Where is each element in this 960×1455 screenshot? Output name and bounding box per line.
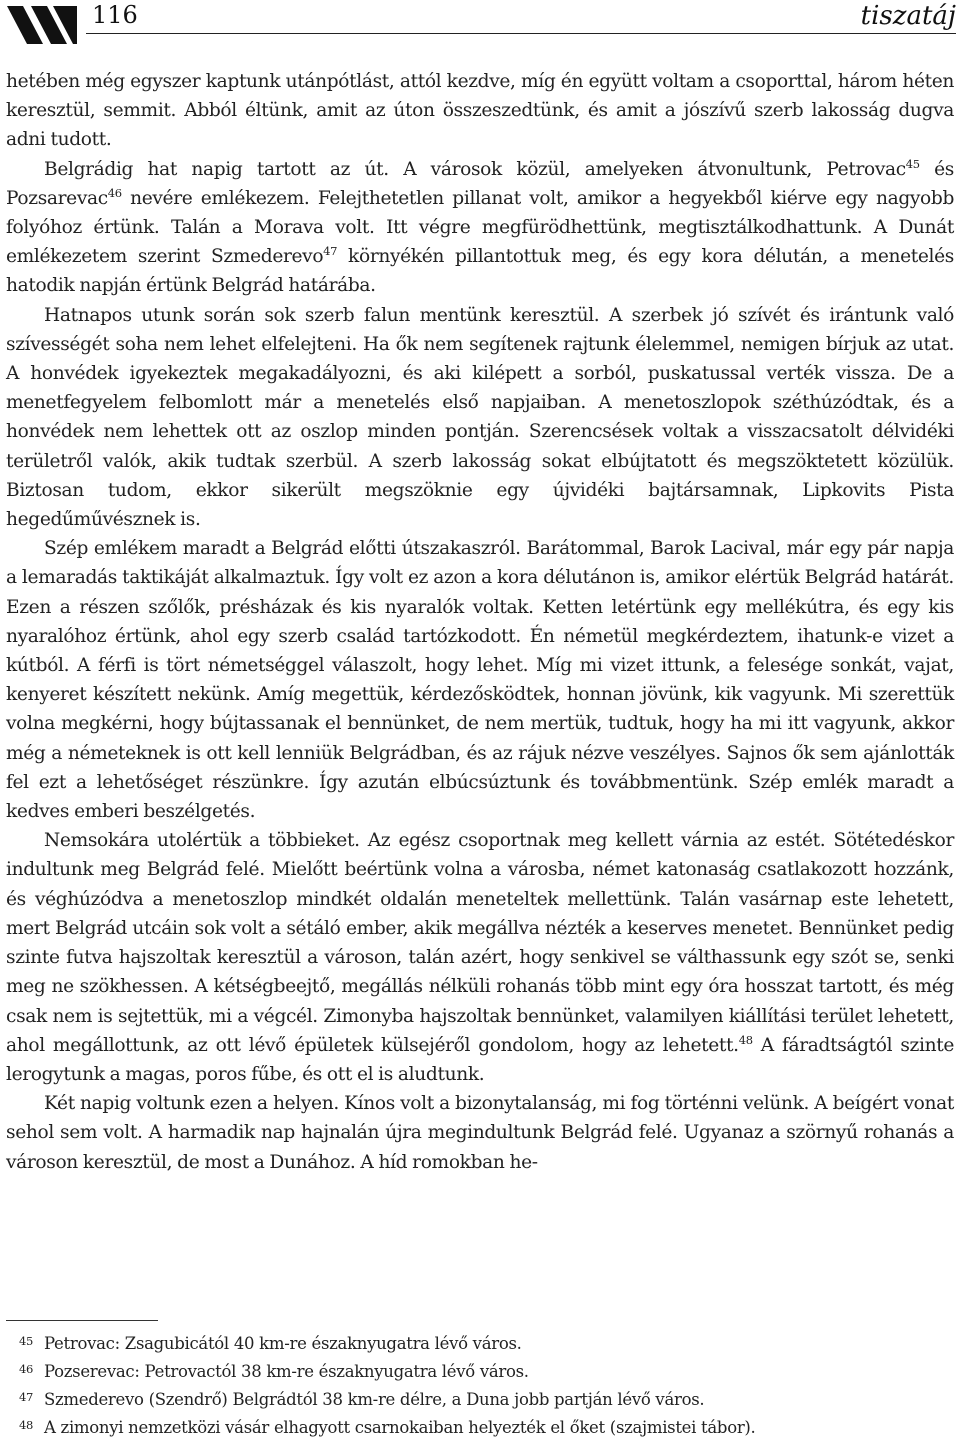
footnote-ref[interactable]: 46 <box>107 185 122 200</box>
paragraph <box>6 1089 954 1177</box>
paragraph-text: Belgrádig hat napig tartott az út. A városok közül, amelyeken átvonultunk, Petrovac <box>44 158 906 180</box>
header-rule <box>86 33 956 34</box>
paragraph-text: A fáradtságtól szinte lerogytunk a magas, poros fűbe, és ott el is aludtunk. <box>6 1034 955 1085</box>
footnote-text: Szmederevo (Szendrő) Belgrádtól 38 km-re délre, a Duna jobb partján lévő város. <box>44 1390 705 1409</box>
footnotes <box>6 1330 954 1442</box>
footnote <box>6 1330 954 1358</box>
footnote-number: 46 <box>19 1362 34 1376</box>
paragraph <box>6 301 954 535</box>
footnote-text: Petrovac: Zsagubicától 40 km-re északnyugatra lévő város. <box>44 1334 522 1353</box>
footnote-ref[interactable]: 45 <box>905 156 920 171</box>
paragraph-text: Szép emlékem maradt a Belgrád előtti útszakaszról. Barátommal, Barok Lacival, már egy pár napja a lemaradás taktikáját alkalmaztuk. Így volt ez azon a kora délutánon is, amikor elértük Belgrád határát. Ezen a részen szőlők, présházak és kis nyaralók voltak. Ketten letértünk egy mellékútra, és egy kis nyaralóhoz értünk, ahol egy szerb család tartózkodott. Én németül megkérdeztem, ihatunk-e vizet a kútból. A férfi is tört németséggel válaszolt, hogy lehet. Míg mi vizet ittunk, a felesége sonkát, vajat, kenyeret készített nekünk. Amíg megettük, kérdezősködtek, honnan jövünk, kik vagyunk. Mi szerettük volna megkérni, hogy bújtassanak el bennünket, de nem mertük, tudtuk, hogy ha mi itt vagyunk, akkor még a németeknek is ott kell lenniük Belgrádban, és az rájuk nézve veszélyes. Sajnos ők sem ajánlották fel ezt a lehetőséget részünkre. Így azután elbúcsúztunk és továbbmentünk. Szép emlék maradt a kedves emberi beszélgetés. <box>6 538 954 823</box>
footnote <box>6 1414 954 1442</box>
paragraph-text: és Pozsarevac <box>6 158 954 209</box>
paragraph <box>6 67 954 155</box>
paragraph <box>6 826 954 1089</box>
footnote-ref[interactable]: 48 <box>738 1032 753 1047</box>
footnote-number: 47 <box>19 1390 34 1404</box>
footnote-ref[interactable]: 47 <box>323 244 338 259</box>
paragraph-text: Hatnapos utunk során sok szerb falun mentünk keresztül. A szerbek jó szívét és irántunk való szívességét soha nem lehet elfelejteni. Ha ők nem segítenek rajtunk élelemmel, nemigen bírjuk az utat. A honvédek igyekeztek megakadályozni, és aki kilépett a sorból, puskatussal verték vissza. De a menetfegyelem felbomlott már a menetelés első napjaiban. A menetoszlopok széthúzódtak, és a honvédek nem lehettek ott az oszlop minden pontján. Szerencsések voltak a visszacsatolt délvidéki területről valók, akik tudtak szerbül. A szerb lakosság sokat elbújtatott és megszöktetett közülük. Biztosan tudom, ekkor sikerült megszöknie egy újvidéki bajtársamnak, Lipkovits Pista hegedűművésznek is. <box>6 304 954 531</box>
magazine-title: tiszatáj <box>860 1 956 31</box>
footnote-number: 48 <box>19 1418 34 1432</box>
article-body <box>6 67 954 1177</box>
paragraph-text: Két napig voltunk ezen a helyen. Kínos volt a bizonytalanság, mi fog történni velünk. A beígért vonat sehol sem volt. A harmadik nap hajnalán újra megindultunk Belgrád felé. Ugyanaz a szörnyű rohanás a városon keresztül, de most a Dunához. A híd romokban he- <box>6 1093 954 1173</box>
paragraph-text: hetében még egyszer kaptunk utánpótlást, attól kezdve, míg én együtt voltam a csoporttal, három héten keresztül, semmit. Abból éltünk, amit az úton összeszedtünk, és amit a jószívű szerb lakosság dugva adni tudott. <box>6 71 954 151</box>
footnote <box>6 1386 954 1414</box>
paragraph-text: környékén pillantottuk meg, és egy kora délután, a menetelés hatodik napján értünk Belgrád határába. <box>6 246 954 297</box>
paragraph-text: nevére emlékezem. Felejthetetlen pillanat volt, amikor a hegyekből kiérve egy nagyobb folyóhoz értünk. Talán a Morava volt. Itt végre megfürödhettünk, megtisztálkodhattunk. A Dunát emlékezetem szerint Szmederevo <box>6 187 954 268</box>
page-number: 116 <box>92 1 138 29</box>
page-header <box>0 0 960 48</box>
footnote <box>6 1358 954 1386</box>
paragraph-text: Nemsokára utolértük a többieket. Az egész csoportnak meg kellett várnia az estét. Sötétedéskor indultunk meg Belgrád felé. Mielőtt beértünk volna a városba, német katonaság csatlakozott hozzánk, és véghúzódva a menetoszlop mindkét oldalán meneteltek mellettünk. Talán vasárnap este lehetett, mert Belgrád utcáin sok volt a sétáló ember, akik megállva nézték a keserves menetet. Bennünket pedig szinte futva hajszoltak keresztül a városon, talán azért, hogy senkivel se válthassunk egy szót se, senki meg ne szökhessen. A kétségbeejtő, megállás nélküli rohanás több mint egy óra hosszat tartott, és még csak nem is sejtettük, mi a végcél. Zimonyba hajszoltak bennünket, valamilyen kiállítási terület lehetett, ahol megállottunk, az ott lévő épületek külsejéről gondolom, hogy az lehetett. <box>6 830 954 1056</box>
footnote-text: Pozserevac: Petrovactól 38 km-re északnyugatra lévő város. <box>44 1362 529 1381</box>
footnote-separator <box>6 1320 158 1321</box>
footnote-text: A zimonyi nemzetközi vásár elhagyott csarnokaiban helyezték el őket (szajmistei tábor). <box>44 1418 756 1437</box>
footnote-number: 45 <box>19 1334 34 1348</box>
tiszataj-logo-icon <box>7 6 77 44</box>
paragraph <box>6 155 954 301</box>
paragraph <box>6 534 954 826</box>
